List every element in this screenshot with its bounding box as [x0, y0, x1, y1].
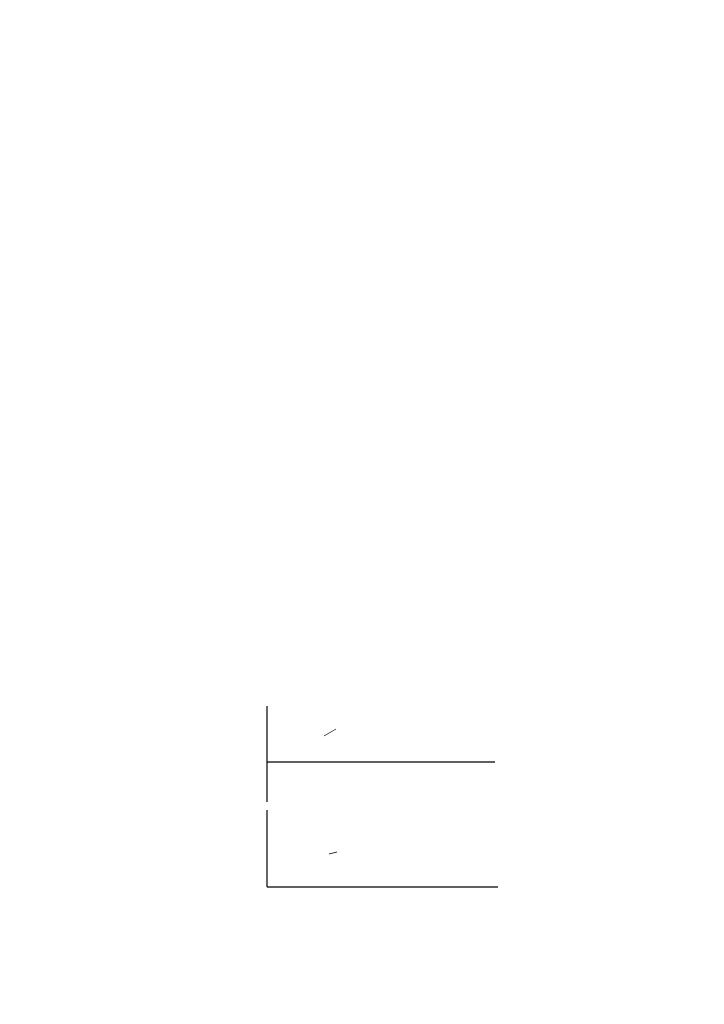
figure-signal-envelope	[240, 700, 520, 895]
leader-a-t-bottom	[329, 852, 337, 854]
leader-a-t-top	[324, 729, 336, 736]
paragraph-modulation-intro	[98, 126, 627, 142]
